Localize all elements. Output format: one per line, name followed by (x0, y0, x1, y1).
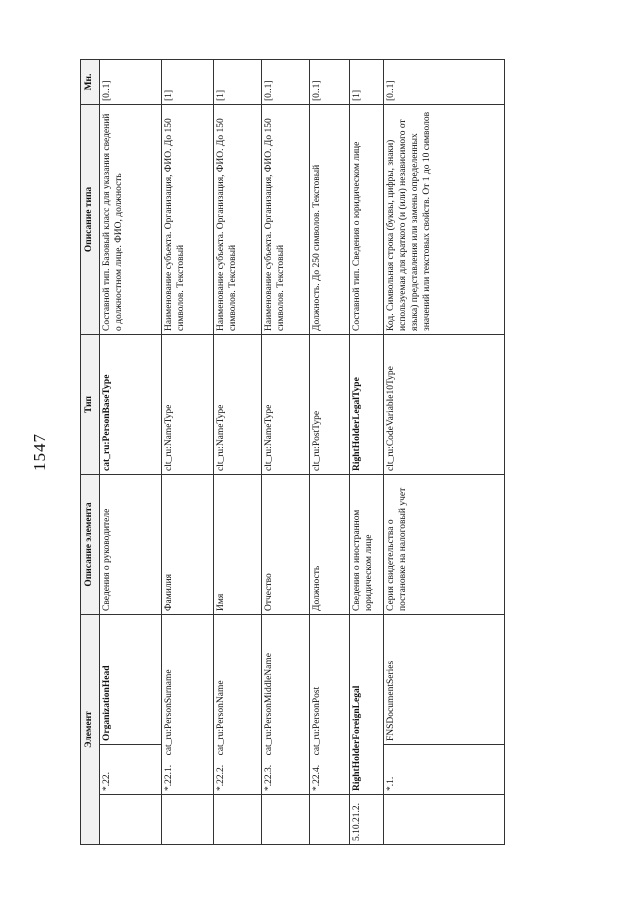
table-row (262, 59, 310, 844)
header-type: Тип (81, 334, 100, 474)
header-multiplicity: Мн. (81, 59, 100, 104)
element-type: clt_ru:PostType (310, 334, 350, 474)
multiplicity: [0..1] (310, 59, 350, 104)
element-description: Сведения о руководителе (100, 474, 162, 614)
element-type: clt_ru:NameType (162, 334, 214, 474)
multiplicity: [0..1] (262, 59, 310, 104)
row-number: 5.10.21.2. (350, 795, 384, 845)
type-description: Наименование субъекта. Организация, ФИО. До 150 символов. Текстовый (214, 104, 262, 334)
multiplicity: [1] (350, 59, 384, 104)
element-description: Имя (214, 474, 262, 614)
element-type: RightHolderLegalType (350, 334, 384, 474)
indent-cell (100, 795, 162, 845)
multiplicity: [1] (214, 59, 262, 104)
row-number: *.22.1. (164, 764, 174, 791)
row-number: *.22.4. (312, 764, 322, 791)
type-description: Составной тип. Базовый класс для указания сведений о должностном лице. ФИО, должность (100, 104, 162, 334)
row-number-element (214, 614, 262, 794)
table-row (310, 59, 350, 844)
element-description: Фамилия (162, 474, 214, 614)
type-description: Наименование субъекта. Организация, ФИО. До 150 символов. Текстовый (262, 104, 310, 334)
type-description: Код. Символьная строка (буквы, цифры, знаки) используемая для краткого (и (или) независимого от языка) представления или замены определенных значений или текстовых свойств. От 1 до 10 символов (384, 104, 505, 334)
element-description: Должность (310, 474, 350, 614)
element-name: cat_ru:PersonMiddleName (264, 653, 274, 756)
page-number: 1547 (30, 433, 49, 471)
header-element: Элемент (81, 614, 100, 844)
element-description: Серия свидетельства о постановке на налоговый учет (384, 474, 505, 614)
indent-cell (262, 795, 310, 845)
table-row (384, 59, 505, 844)
element-name: FNSDocumentSeries (384, 614, 505, 744)
indent-cell (162, 795, 214, 845)
element-name: RightHolderForeignLegal (350, 614, 384, 794)
multiplicity: [1] (162, 59, 214, 104)
row-number-element (262, 614, 310, 794)
element-type: clt_ru:CodeVariable10Type (384, 334, 505, 474)
type-description: Составной тип. Сведения о юридическом лице (350, 104, 384, 334)
row-number: *.22. (100, 745, 162, 795)
indent-cell (310, 795, 350, 845)
element-name: OrganizationHead (100, 614, 162, 744)
header-element-description: Описание элемента (81, 474, 100, 614)
element-name: cat_ru:PersonSurname (164, 669, 174, 756)
element-type: clt_ru:NameType (214, 334, 262, 474)
row-number: *.22.3. (264, 764, 274, 791)
rotated-table-container (80, 60, 505, 845)
row-number: *.22.2. (216, 764, 226, 791)
row-number-element (162, 614, 214, 794)
element-description: Отчество (262, 474, 310, 614)
table-row (162, 59, 214, 844)
type-description: Наименование субъекта. Организация, ФИО. До 150 символов. Текстовый (162, 104, 214, 334)
table-row (100, 59, 162, 844)
multiplicity: [0..1] (100, 59, 162, 104)
element-name: cat_ru:PersonPost (312, 686, 322, 756)
element-spec-table (80, 59, 505, 845)
indent-cell (214, 795, 262, 845)
table-row (214, 59, 262, 844)
type-description: Должность. До 250 символов. Текстовый (310, 104, 350, 334)
table-row (350, 59, 384, 844)
table-header (81, 59, 100, 844)
row-number: *.1. (384, 745, 505, 795)
element-type: clt_ru:NameType (262, 334, 310, 474)
row-number-element (310, 614, 350, 794)
element-type: cat_ru:PersonBaseType (100, 334, 162, 474)
header-type-description: Описание типа (81, 104, 100, 334)
multiplicity: [0..1] (384, 59, 505, 104)
element-name: cat_ru:PersonName (216, 680, 226, 756)
element-description: Сведения о иностранном юридическом лице (350, 474, 384, 614)
indent-cell (384, 795, 505, 845)
